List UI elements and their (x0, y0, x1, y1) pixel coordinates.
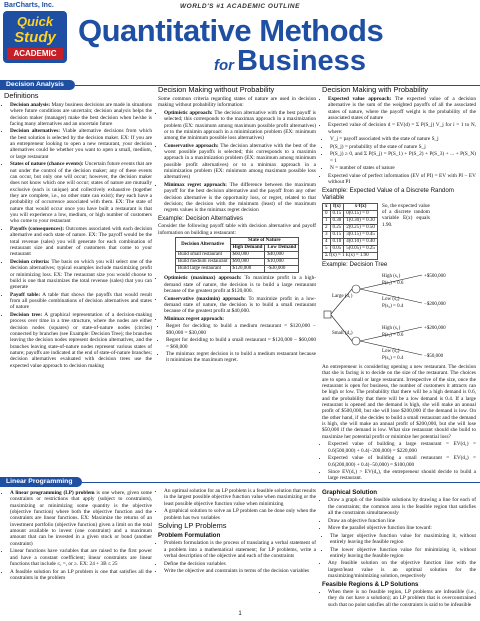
table-cell: -$30,000 (265, 266, 299, 273)
list-item: • Since EV(d₁) > EV(d₂), the entrepreneur should decide to build a large restaurant. (328, 469, 476, 482)
tree-label-large: Large (d₁) (332, 293, 353, 299)
decision-tree-diagram (322, 269, 476, 364)
term-text: Linear functions have variables that are raised to the first power and have a constant coefficient; linear constraints are linear functions that include ≤, =, or ≥. EX: 24 + 3B ≤ 25 (10, 548, 152, 567)
term-text: A graphical representation of a decision-making process over time in a tree structure, where the nodes are either decision nodes (squares) or state-of-nature nodes (circles) connected by branches (see Example: Decision Tree); the branches leaving the decision nodes represent decision alternatives, and the branches leaving state-of-nature nodes represent various states of nature; payoffs are indicated at the end of state-of-nature branches; decision alternatives evaluated with decision trees use the expected value approach to decision making (10, 312, 152, 369)
ev-example (322, 203, 476, 260)
lp-column-1 (4, 490, 152, 610)
tree-payoff-3: +$200,000 (424, 325, 446, 331)
table-cell: Build small restaurant (175, 252, 230, 259)
table-cell: 3(0.15) = 0.45 (344, 231, 378, 238)
list-item: • When there is no feasible region, LP problems are infeasible (i.e., they do not have a solution); an LP problem that is overconstrained such that no point satisfies all the constraints is said to be infeasible (328, 589, 476, 608)
tree-label-low: Low (s₂) (382, 348, 400, 354)
definitions-heading: Definitions (4, 91, 39, 100)
table-header: f(x) (330, 203, 344, 210)
list-item (10, 312, 152, 369)
feasible-regions-heading: Feasible Regions & LP Solutions (322, 580, 419, 588)
list-item: • V_j = payoff associated with the state of nature S_j (330, 136, 476, 142)
graphical-solution-list (322, 497, 476, 531)
list-item (10, 226, 152, 258)
example-alternatives-intro: Consider the following payoff table with decision alternative and payoff information on building a restaurant: (158, 223, 316, 236)
payoff-table-body (175, 252, 298, 273)
payoff-table (175, 237, 299, 273)
table-cell: $60,000 (230, 252, 265, 259)
title-business: Business (237, 45, 366, 77)
list-item: • Draw a graph of the feasible solutions by drawing a line for each of the constraints; the common area is the feasible region that satisfies all the constraints simultaneously (328, 497, 476, 516)
regret-list (158, 323, 316, 363)
table-cell: 0.15 (330, 210, 344, 217)
list-item: • Define the decision variables (164, 561, 316, 567)
term: Conservative (maximin) approach: (164, 295, 246, 302)
term: Payoff table: (10, 291, 41, 298)
table-row (323, 224, 378, 231)
decision-tree-results (322, 441, 476, 481)
table-cell: 1 (323, 217, 331, 224)
table-header: x (323, 203, 331, 210)
term-text: To maximize profit in a high-demand state of nature, the decision is to build a large restaurant because of the greatest profit at $120,000. (164, 275, 316, 295)
without-probability-heading: Decision Making without Probability (158, 85, 275, 94)
chance-node-large (352, 285, 360, 293)
problem-formulation-heading: Problem Formulation (158, 531, 221, 539)
term: A linear programming (LP) problem (10, 490, 95, 496)
list-item (164, 316, 316, 322)
table-cell: 5(0.05) = 0.25 (344, 245, 378, 252)
table-cell: 3 (323, 231, 331, 238)
evpi-list (322, 173, 476, 186)
list-item: • A graphical solution to solve an LP problem can be done only when the problem has two variables (164, 508, 316, 521)
term: States of nature (chance events): (10, 161, 84, 168)
list-item (10, 259, 152, 291)
list-item: • Regret for deciding to build a medium restaurant = $120,000 − $90,000 = $30,000 (166, 323, 316, 336)
table-cell: $40,000 (265, 252, 299, 259)
list-item: • Problem formulation is the process of translating a verbal statement of a problem into a mathematical statement; for LP problems, write a verbal description of the objective and each of the constraints (164, 540, 316, 559)
table-row (323, 217, 378, 224)
term: Minimax regret approach: (164, 182, 227, 189)
term-text: Uncertain future events that are not under the control of the decision maker; any of these events can occur, but only one will occur; however, the decision maker does not know which one will occur; states of nature are mutually exclusive (each is unique) and collectively exhaustive (together they are complete, i.e., no other state can exist); they each have a probability of occurrence associated with them. EX: The state of nature that would occur once you have built a restaurant is that you will experience a low, medium, or high number of customers who come to your restaurant (10, 161, 152, 225)
term: Conservative approach: (164, 142, 219, 149)
expected-value-definitions (322, 136, 476, 171)
chance-node-small (352, 337, 360, 345)
table-cell: 0.15 (330, 231, 344, 238)
branch-small (331, 315, 352, 341)
term-text: Expected value of decision d = EV(d) = Σ P(S_j) V_j for i = 1 to N, where: (328, 122, 476, 135)
term: Decision alternatives: (10, 128, 60, 135)
table-cell: 2(0.25) = 0.50 (344, 224, 378, 231)
graphical-solution-list-2 (322, 560, 476, 579)
list-item (10, 128, 152, 160)
criteria-list (158, 110, 316, 214)
ev-example-heading: Example: Expected Value of a Discrete Random Variable (322, 186, 454, 202)
decision-tree-text: An entrepreneur is considering opening a new restaurant. The decision that she is facing is to decide on the size of the restaurant. The choices are to open a small or large restaurant. Irrespective of the size, once the restaurant is open for business, the number of customers it attracts can be high or low. The probability that there will be a high demand is 0.6, and the probability that there will be a low demand is 0.4. If a large restaurant is opened and the demand is high, she will make an annual profit of $500,000, but she will lose $200,000 if the demand is low. On the other hand, if she decides to build a small restaurant and the demand is high, she will make an annual profit of $200,000, but she will lose $50,000 if the demand is low. What size restaurant should she build to maximize her potential profit or minimize her potential loss? (322, 363, 476, 440)
table-row (323, 245, 378, 252)
section-bar-decision-analysis: Decision Analysis (0, 80, 75, 90)
list-item: • Expected value of building a large restaurant = EV(d₁) = 0.6(500,000) + 0.4(−200,000) = $220,000 (328, 441, 476, 454)
term-text: A feasible solution for an LP problem is one that satisfies all the constraints in the problem (10, 568, 152, 581)
payoff-table-header: Low Demand (265, 245, 299, 252)
tree-payoff-4: −$50,000 (424, 353, 444, 359)
expected-value-list (322, 96, 476, 135)
list-item (164, 296, 316, 315)
list-item: • Regret for deciding to build a small restaurant = $120,000 − $60,000 = $60,000 (166, 337, 316, 350)
table-cell: $10,000 (265, 259, 299, 266)
list-item: • P(S_j) = probability of the state of nature S_j (330, 144, 476, 150)
table-cell: 5 (323, 245, 331, 252)
term: Payoffs (consequences): (10, 225, 64, 232)
payoff-table-header: State of Nature (230, 238, 299, 245)
brand-name: BarCharts, Inc. (4, 2, 54, 9)
list-item (10, 161, 152, 224)
page-title-line2 (214, 44, 366, 79)
lp-column-2 (158, 488, 316, 610)
lp-definitions-list (4, 490, 152, 581)
without-probability-column (158, 86, 316, 470)
tree-label-high: High (s₁) (382, 273, 401, 279)
list-item: • The larger objective function value for maximizing it, without entirely leaving the feasible region (330, 533, 476, 546)
graphical-solution-heading: Graphical Solution (322, 489, 378, 496)
list-item (10, 490, 152, 547)
table-cell: 0 (323, 210, 331, 217)
term-text: The basis on which you will select one of the decision alternatives; typical examples include maximizing profit or minimizing loss. EX: The restaurant size you would choose to build is one that maximizes the total revenue (sales) that you can generate (10, 258, 152, 291)
branch-large (331, 289, 352, 314)
term-text: To maximize profit in a low-demand state of nature, the decision is to build a small restaurant because of the greatest profit at $40,000. (164, 295, 317, 315)
list-item (328, 96, 476, 121)
term: Decision criteria: (10, 258, 50, 265)
tree-payoff-1: +$500,000 (424, 273, 446, 279)
example-alternatives-heading: Example: Decision Alternatives (158, 214, 243, 222)
section-rule (82, 482, 480, 483)
table-cell: 1(0.30) = 0.30 (344, 217, 378, 224)
list-item: • Draw an objective function line (328, 518, 476, 524)
list-item (164, 143, 316, 181)
table-row (175, 259, 298, 266)
definitions-list (4, 102, 152, 369)
table-cell: 4(0.10) = 0.40 (344, 238, 378, 245)
table-row (323, 238, 378, 245)
list-item (164, 275, 316, 294)
ev-table (322, 203, 378, 260)
with-probability-heading: Decision Making with Probability (322, 85, 428, 94)
list-item (10, 292, 152, 311)
term: Minimax regret approach: (164, 315, 225, 322)
payoff-table-header: Decision Alternative (175, 238, 230, 252)
without-probability-intro: Some common criteria regarding states of nature are used in decision making without probability information: (158, 95, 316, 109)
tree-label-high: High (s₁) (382, 325, 401, 331)
tree-payoff-2: −$200,000 (424, 301, 446, 307)
table-cell: 0.30 (330, 217, 344, 224)
definitions-column (4, 92, 152, 468)
with-probability-column (322, 85, 476, 482)
lp-solution-list (158, 488, 316, 521)
page-title-line1: Quantitative Methods (78, 13, 384, 48)
table-cell: $90,000 (230, 259, 265, 266)
section-bar-linear-programming: Linear Programming (0, 477, 82, 487)
tree-label-prob-low: P(s₂) = 0.4 (382, 355, 404, 361)
decision-node (324, 311, 331, 318)
list-item: • P(S_j) ≥ 0, and Σ P(S_j) = P(S_1) + P(S_2) + P(S_3) + ... + P(S_N) = 1 (330, 151, 476, 164)
term-text: Outcomes associated with each decision alternative and each state of nature. EX: The payoff would be the total revenue (sales) you will generate for each combination of restaurant size and number of customers that come to your restaurant (10, 225, 153, 258)
logo-line2: Study (14, 29, 56, 46)
list-item (328, 122, 476, 135)
term-text: The expected value of a decision alternative is the sum of the weighted payoffs of all the associated states of nature, where the payoff weight is the probability of the associated states of nature (328, 95, 476, 121)
term: Optimistic approach: (164, 109, 213, 116)
logo-line3: ACADEMIC (7, 48, 63, 60)
page-number: 1 (238, 611, 242, 617)
ev-table-body (323, 210, 378, 252)
table-row (175, 266, 298, 273)
table-cell: Build medium restaurant (175, 259, 230, 266)
list-item: • An optimal solution for an LP problem is a feasible solution that results in the largest possible objective function value when maximizing or the least possible objective function value when minimizing (164, 488, 316, 507)
table-cell: $120,000 (230, 266, 265, 273)
term: Expected value approach: (328, 95, 392, 102)
list-item: • The lower objective function value for minimizing it, without entirely leaving the feasible region (330, 547, 476, 560)
table-cell: 0.10 (330, 238, 344, 245)
ev-table-header-row (323, 203, 378, 210)
tree-label-low: Low (s₂) (382, 296, 400, 302)
term: Optimistic (maximax) approach: (164, 275, 242, 282)
table-header: x·f(x) (344, 203, 378, 210)
term-text: A table that shows the payoffs that would result from all possible combinations of decision alternatives and states of nature (10, 291, 152, 311)
list-item (10, 548, 152, 567)
table-cell: 0.25 (330, 224, 344, 231)
decision-tree-heading: Example: Decision Tree (322, 260, 388, 268)
criteria-example-list (158, 275, 316, 322)
feasible-regions-list (322, 589, 476, 608)
term: Decision analysis: (10, 101, 51, 108)
list-item: • The minimax regret decision is to build a medium restaurant because it minimizes the maximum regret. (166, 351, 316, 364)
graphical-solution-subitems (322, 533, 476, 560)
table-row (323, 210, 378, 217)
ev-note: So, the expected value of a discrete random variable E(x) equals 1.90. (381, 202, 430, 228)
tagline: WORLD'S #1 ACADEMIC OUTLINE (180, 3, 300, 10)
table-row (175, 252, 298, 259)
solving-lp-heading: Solving LP Problems (158, 521, 227, 531)
lp-column-3 (322, 488, 476, 610)
table-cell: 0.05 (330, 245, 344, 252)
tree-label-prob-high: P(s₁) = 0.6 (382, 332, 404, 338)
term-text: The decision alternative with the best of the worst possible payoffs is selected; this corresponds to a maximin approach in a maximization problem (EX: maximum among minimum possible profit alternatives) or to a minimax approach in a minimization problem (EX: minimum among maximum possible loss alternatives) (164, 142, 316, 181)
tree-label-prob-low: P(s₂) = 0.4 (382, 303, 404, 309)
table-cell: 2 (323, 224, 331, 231)
table-cell: 0(0.15) = 0 (344, 210, 378, 217)
tree-label-prob-high: P(s₁) = 0.6 (382, 280, 404, 286)
list-item: • Any feasible solution on the objective function line with the largest/least value is an optimal solution for the maximizing/minimizing solution, respectively (328, 560, 476, 579)
table-cell: Build large restaurant (175, 266, 230, 273)
term-text: Many business decisions are made in situations where future conditions are uncertain; decision analysis helps the decision maker (manager) make the best decision when he/she is facing many alternatives and an uncertain future (10, 101, 152, 127)
evpi-item: • Expected value of perfect information (EV of PI) = EV with PI − EV without PI (328, 173, 476, 186)
header (0, 0, 480, 75)
term-text: The decision alternative with the best payoff is selected; this corresponds to the maximax approach in a maximization problem (EX: maximum among maximum possible profit alternatives) or to the minimin approach in a minimization problem (EX: minimum among the minimum possible loss alternatives) (164, 109, 316, 142)
problem-formulation-steps (158, 540, 316, 574)
title-for: for (214, 57, 234, 74)
list-item: • Move the parallel objective function line toward: (328, 525, 476, 531)
term-text: The difference between the maximum payoff for the best decision alternative and the payoff from any other decision alternative is the opportunity loss, or regret, related to that decision; the decision with the minimum (least) of the maximum regrets values is the minimax regret decision (164, 182, 317, 214)
ev-table-total: Σ f(x) = 1 E(x) = 1.90 (323, 252, 378, 259)
tree-label-small: Small (d₂) (332, 330, 353, 336)
list-item: • Expected value of building a small restaurant = EV(d₂) = 0.6(200,000) + 0.4(−50,000) = $100,000 (328, 455, 476, 468)
list-item (164, 110, 316, 142)
list-item: • N = number of states of nature (330, 165, 476, 171)
list-item (164, 182, 316, 214)
term-text: is one where, given some constraints or restrictions that apply (subject to constraints), maximizing or minimizing some quantity is the objective (objective function) where both the objective function and the constraints are linear functions. EX: Maximize the returns of an investment portfolio (objective function) given a limit on the total amount available to invest (one constraint) and a maximum amount that can be invested in a given stock or bond (another constraint) (10, 490, 152, 547)
payoff-table-header: High Demand (230, 245, 265, 252)
table-row (323, 231, 378, 238)
list-item (10, 569, 152, 582)
table-cell: 4 (323, 238, 331, 245)
quickstudy-logo (3, 11, 67, 63)
list-item (10, 102, 152, 127)
term: Decision tree: (10, 312, 43, 318)
term-text: Viable alternative decisions from which the best solution is selected by the decision maker. EX: If you are an entrepreneur looking to open a new restaurant, your decision alternatives could be whether you want to open a small, medium, or large restaurant (10, 128, 152, 160)
list-item: • Write the objective and constraints in terms of the decision variables (164, 568, 316, 574)
logo-line1: Quick (16, 14, 54, 29)
